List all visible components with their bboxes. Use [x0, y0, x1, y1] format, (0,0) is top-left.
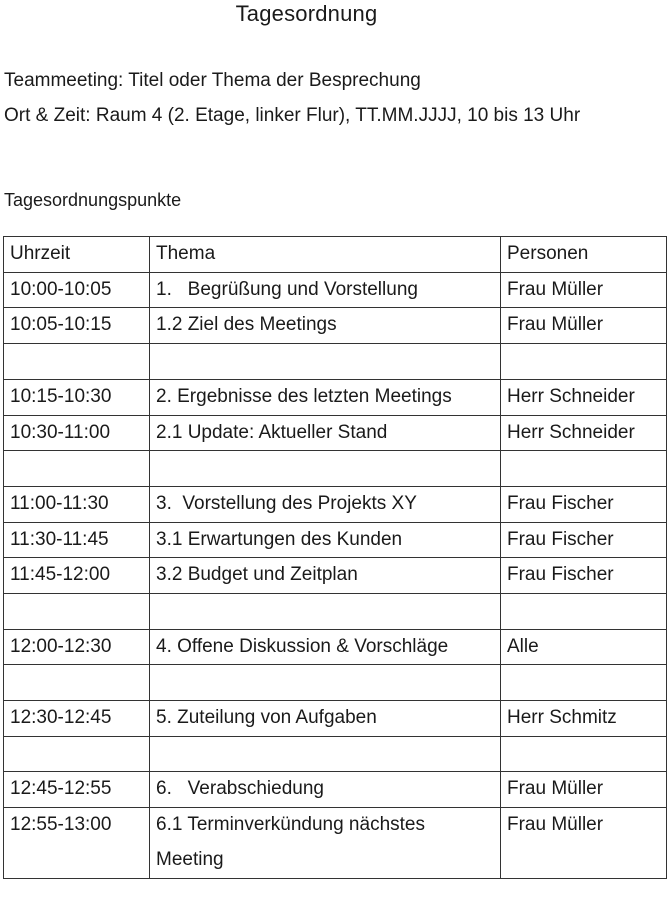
time-cell: 10:00-10:05 — [4, 272, 150, 308]
table-row — [4, 594, 667, 630]
person-cell — [501, 665, 667, 701]
topic-cell: 5. Zuteilung von Aufgaben — [150, 701, 501, 737]
time-cell: 12:00-12:30 — [4, 629, 150, 665]
time-cell: 11:30-11:45 — [4, 522, 150, 558]
table-row — [4, 772, 667, 808]
person-cell — [501, 451, 667, 487]
person-cell — [501, 736, 667, 772]
person-cell: Frau Müller — [501, 808, 667, 878]
section-heading: Tagesordnungspunkte — [4, 190, 182, 210]
topic-cell: 6.1 Terminverkündung nächstes Meeting — [150, 808, 501, 878]
topic-cell — [150, 344, 501, 380]
table-row — [4, 701, 667, 737]
topic-cell — [150, 665, 501, 701]
topic-cell: 3. Vorstellung des Projekts XY — [150, 486, 501, 522]
topic-cell: 3.1 Erwartungen des Kunden — [150, 522, 501, 558]
table-row — [4, 308, 667, 344]
agenda-table — [3, 236, 667, 879]
time-cell — [4, 344, 150, 380]
header-topic: Thema — [150, 237, 501, 273]
person-cell: Frau Fischer — [501, 522, 667, 558]
time-cell: 11:45-12:00 — [4, 558, 150, 594]
time-cell — [4, 594, 150, 630]
header-time: Uhrzeit — [4, 237, 150, 273]
person-cell: Frau Müller — [501, 272, 667, 308]
table-row — [4, 629, 667, 665]
person-cell: Frau Müller — [501, 772, 667, 808]
page-title: Tagesordnung — [235, 1, 378, 26]
time-cell: 11:00-11:30 — [4, 486, 150, 522]
time-cell: 10:05-10:15 — [4, 308, 150, 344]
time-cell: 10:15-10:30 — [4, 379, 150, 415]
table-row — [4, 665, 667, 701]
topic-cell — [150, 451, 501, 487]
person-cell — [501, 594, 667, 630]
topic-cell — [150, 736, 501, 772]
person-cell: Alle — [501, 629, 667, 665]
person-cell: Frau Fischer — [501, 486, 667, 522]
table-row — [4, 736, 667, 772]
person-cell: Herr Schmitz — [501, 701, 667, 737]
table-row — [4, 272, 667, 308]
time-cell: 12:45-12:55 — [4, 772, 150, 808]
person-cell: Herr Schneider — [501, 415, 667, 451]
topic-cell: 4. Offene Diskussion & Vorschläge — [150, 629, 501, 665]
time-cell: 12:55-13:00 — [4, 808, 150, 878]
table-row — [4, 558, 667, 594]
table-row — [4, 486, 667, 522]
time-cell: 12:30-12:45 — [4, 701, 150, 737]
person-cell: Frau Fischer — [501, 558, 667, 594]
topic-cell: 1. Begrüßung und Vorstellung — [150, 272, 501, 308]
topic-cell: 2.1 Update: Aktueller Stand — [150, 415, 501, 451]
table-row — [4, 522, 667, 558]
person-cell — [501, 344, 667, 380]
person-cell: Frau Müller — [501, 308, 667, 344]
time-cell — [4, 736, 150, 772]
table-row — [4, 344, 667, 380]
time-cell — [4, 665, 150, 701]
meeting-line: Teammeeting: Titel oder Thema der Besprechung — [4, 70, 421, 91]
topic-cell: 6. Verabschiedung — [150, 772, 501, 808]
time-cell — [4, 451, 150, 487]
table-row — [4, 451, 667, 487]
table-row — [4, 379, 667, 415]
table-row — [4, 415, 667, 451]
person-cell: Herr Schneider — [501, 379, 667, 415]
meeting-info — [4, 64, 644, 133]
agenda-body — [4, 272, 667, 878]
place-time-line: Ort & Zeit: Raum 4 (2. Etage, linker Flur), TT.MM.JJJJ, 10 bis 13 Uhr — [4, 104, 581, 126]
topic-cell: 1.2 Ziel des Meetings — [150, 308, 501, 344]
topic-cell — [150, 594, 501, 630]
agenda-header-row — [4, 237, 667, 273]
table-row — [4, 808, 667, 878]
topic-cell: 2. Ergebnisse des letzten Meetings — [150, 379, 501, 415]
header-persons: Personen — [501, 237, 667, 273]
topic-cell: 3.2 Budget und Zeitplan — [150, 558, 501, 594]
time-cell: 10:30-11:00 — [4, 415, 150, 451]
